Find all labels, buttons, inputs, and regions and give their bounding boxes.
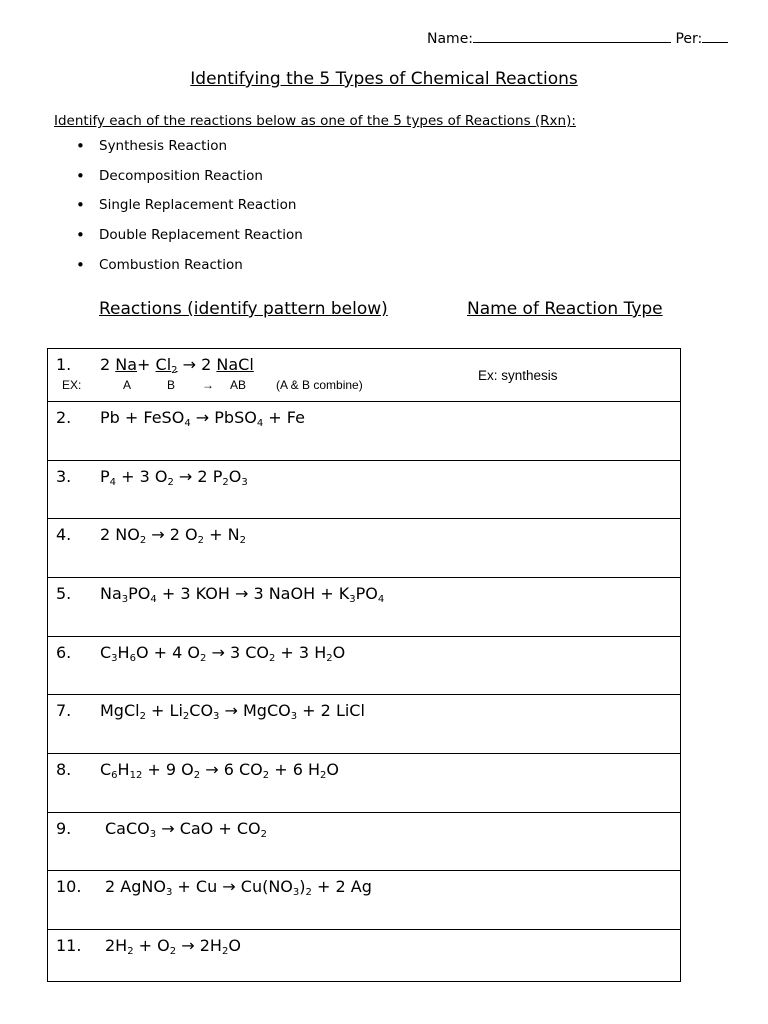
table-row[interactable] (48, 519, 680, 578)
example-a: A (123, 378, 132, 392)
reaction-number: 7. (56, 701, 72, 720)
table-row[interactable] (48, 578, 680, 637)
arrow-icon: → (202, 378, 214, 392)
table-row[interactable] (48, 461, 680, 519)
subscript: 2 (171, 365, 178, 376)
subscript: 2 (326, 653, 333, 664)
reaction-number: 1. (56, 355, 72, 374)
reaction-equation: 2 AgNO$_3$ + $Cu \to Cu(NO_3)_2 + 2$ Ag (105, 877, 372, 898)
worksheet-title: Identifying the 5 Types of Chemical Reactions (190, 69, 578, 89)
reaction-number: 11. (56, 936, 82, 955)
reactions-table (47, 348, 681, 982)
reaction-equation: $2H_2 + O_2 \to 2H_2O$ (105, 936, 241, 957)
name-label: Name: (427, 31, 474, 47)
subscript: 6 (111, 770, 118, 781)
reaction-type-item: • Single Replacement Reaction (76, 196, 297, 215)
reaction-equation: $C_3H_6O + 4$ $O_2 \to 3$ $CO_2 + 3$ $H_2O$ (100, 643, 346, 664)
reaction-equation: $P_4 + 3$ $O_2 \to 2$ $P_2O_3$ (100, 467, 248, 488)
subscript: 2 (167, 477, 174, 488)
reaction-number: 9. (56, 819, 72, 838)
reaction-number: 6. (56, 643, 72, 662)
reaction-equation: Pb + FeSO$_4$ → PbSO$_4$ + Fe (100, 408, 305, 429)
subscript: 4 (184, 418, 191, 429)
name-period-header (427, 30, 728, 47)
reaction-equation: CaCO$_3$ → CaO + $CO_2$ (105, 819, 267, 840)
example-label: EX: (62, 378, 82, 392)
reaction-number: 2. (56, 408, 72, 427)
reaction-number: 10. (56, 877, 82, 896)
reaction-equation: $Na_3PO_4 + 3$ KOH → 3 NaOH + $K_3PO_4$ (100, 584, 385, 605)
table-row[interactable] (48, 871, 680, 930)
subscript: 3 (149, 829, 157, 840)
subscript: 3 (292, 887, 300, 898)
subscript: 3 (165, 887, 173, 898)
subscript: 2 (268, 653, 276, 664)
reaction-equation: MgCl$_2$ + $Li_2CO_3$ → MgCO$_3$ + 2 LiCl (100, 701, 365, 722)
subscript: 2 (182, 711, 190, 722)
bullet-icon: • (76, 136, 85, 155)
subscript: 3 (213, 711, 220, 722)
bullet-icon: • (76, 166, 85, 185)
table-row[interactable] (48, 695, 680, 754)
subscript: 2 (139, 535, 147, 546)
table-row[interactable] (48, 930, 680, 981)
table-row[interactable] (48, 813, 680, 871)
reaction-type-item: • Synthesis Reaction (76, 136, 228, 155)
instructions: Identify each of the reactions below as one of the 5 types of Reactions (Rxn): (54, 113, 576, 129)
subscript: 2 (127, 946, 134, 957)
reaction-type-list (76, 131, 303, 279)
subscript: 2 (239, 535, 246, 546)
period-label: Per: (675, 31, 703, 47)
table-row (48, 349, 680, 402)
subscript: 2 (193, 770, 201, 781)
subscript: 3 (290, 711, 298, 722)
reactions-column-heading: Reactions (identify pattern below) (99, 299, 388, 319)
subscript: 4 (109, 477, 117, 488)
example-answer: Ex: synthesis (478, 368, 558, 383)
reaction-number: 3. (56, 467, 72, 486)
subscript: 2 (262, 770, 270, 781)
reaction-equation: 2 $Na+ Cl_2 \to 2$ NaCl (100, 355, 254, 376)
bullet-icon: • (76, 225, 85, 244)
example-note: (A & B combine) (276, 378, 363, 392)
reaction-type-item: • Decomposition Reaction (76, 166, 263, 185)
subscript: 2 (319, 770, 327, 781)
name-blank[interactable] (473, 30, 671, 43)
reaction-type-item: • Double Replacement Reaction (76, 225, 303, 244)
subscript: 3 (241, 477, 248, 488)
subscript: 2 (260, 829, 267, 840)
subscript: 2 (222, 477, 229, 488)
subscript: 12 (129, 770, 143, 781)
subscript: 4 (256, 418, 264, 429)
reaction-number: 4. (56, 525, 72, 544)
reaction-type-item: • Combustion Reaction (76, 255, 243, 274)
example-b: B (167, 378, 176, 392)
underlined-term: Na (115, 355, 138, 374)
reaction-equation: 2 $NO_2 \to 2$ $O_2 + N_2$ (100, 525, 246, 546)
underlined-term: $Cl_2$ (155, 355, 178, 376)
subscript: 4 (150, 594, 157, 605)
table-row[interactable] (48, 637, 680, 695)
table-row[interactable] (48, 754, 680, 813)
underlined-term: NaCl (216, 355, 254, 374)
subscript: 2 (197, 535, 205, 546)
subscript: 2 (169, 946, 177, 957)
reaction-type-column-heading: Name of Reaction Type (467, 299, 663, 319)
subscript: 3 (349, 594, 356, 605)
subscript: 2 (305, 887, 312, 898)
bullet-icon: • (76, 255, 85, 274)
table-row[interactable] (48, 402, 680, 461)
subscript: 3 (111, 653, 118, 664)
reaction-number: 8. (56, 760, 72, 779)
bullet-icon: • (76, 196, 85, 215)
reaction-number: 5. (56, 584, 72, 603)
reaction-equation: $C_6H_{12} + 9$ $O_2 \to 6$ $CO_2 + 6$ $H_2O$ (100, 760, 339, 781)
subscript: 2 (221, 946, 229, 957)
period-blank[interactable] (702, 30, 728, 43)
subscript: 2 (139, 711, 146, 722)
subscript: 3 (121, 594, 129, 605)
subscript: 2 (199, 653, 207, 664)
subscript: 4 (377, 594, 385, 605)
subscript: 6 (129, 653, 136, 664)
example-ab: AB (230, 378, 247, 392)
